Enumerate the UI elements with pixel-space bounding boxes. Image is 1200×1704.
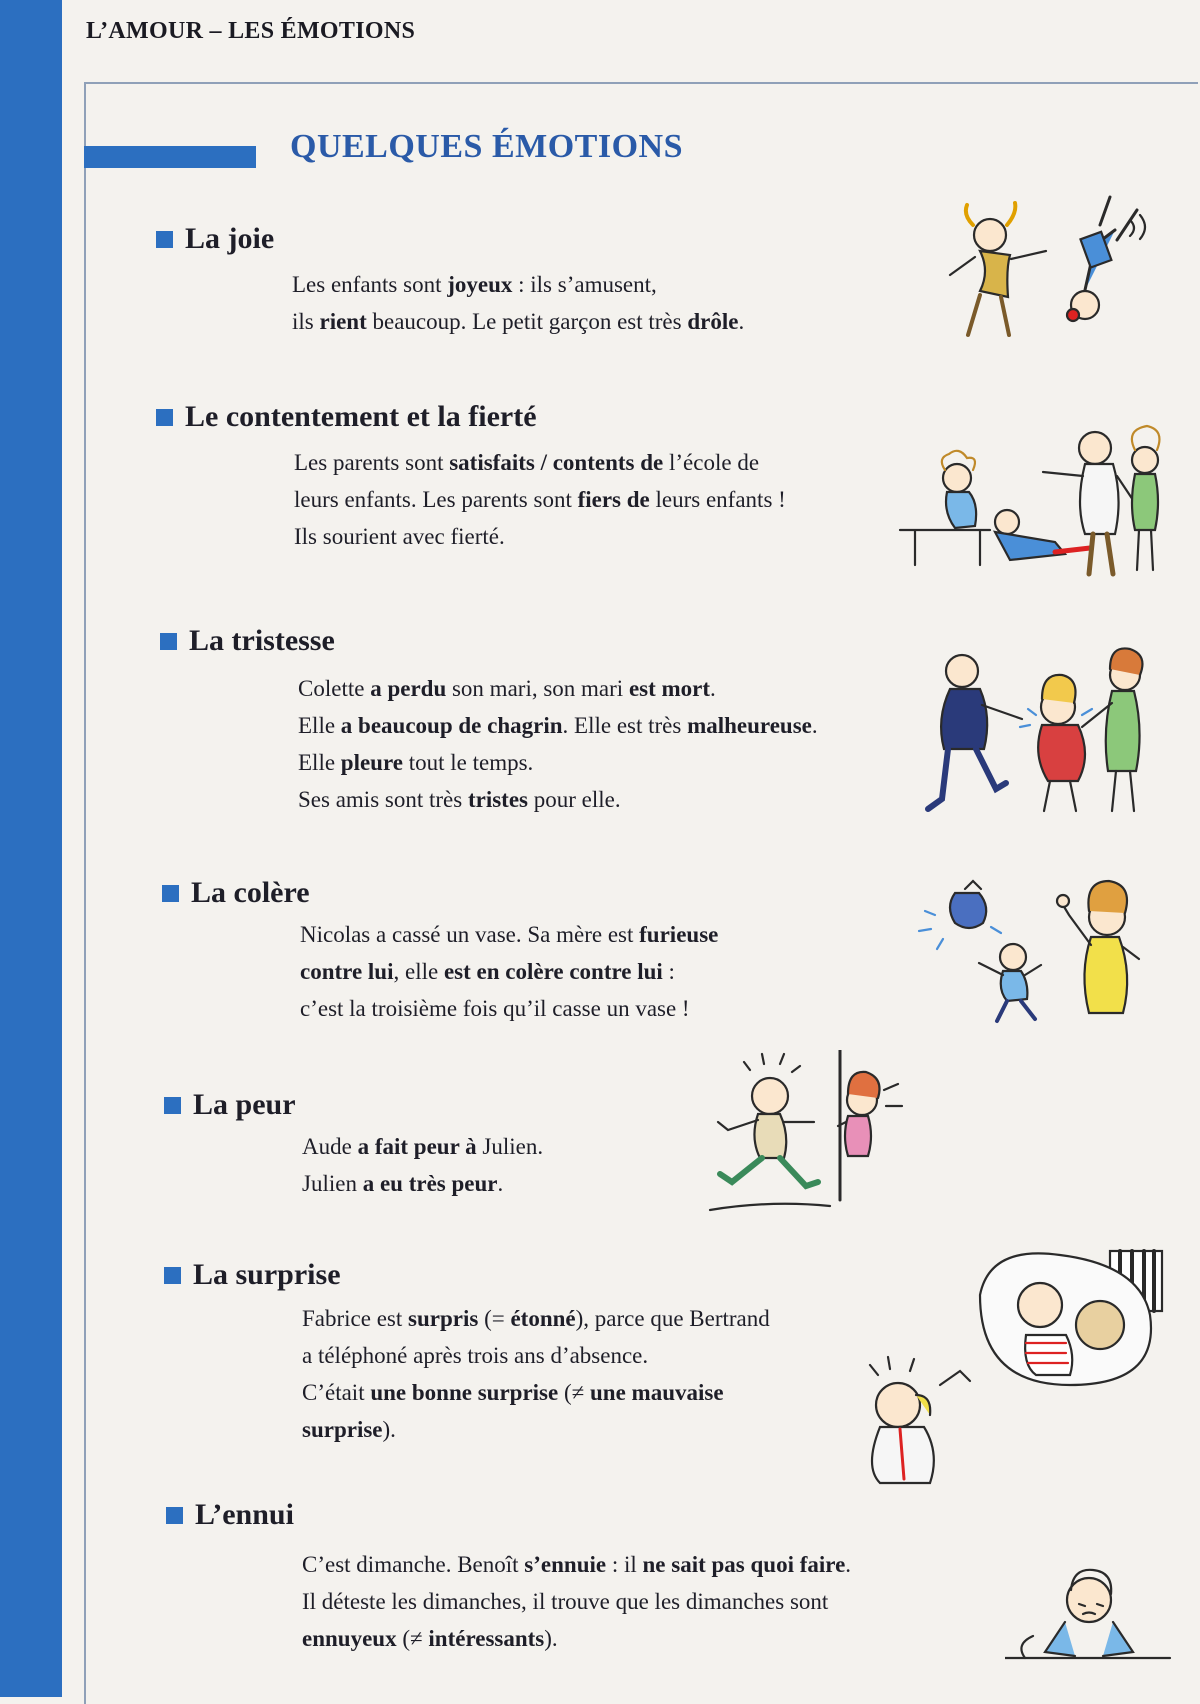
text-line xyxy=(294,444,786,481)
text-line xyxy=(302,1337,770,1374)
key-term: furieuse xyxy=(639,922,719,947)
key-term: est mort xyxy=(628,676,711,701)
key-term: est en colère contre lui xyxy=(443,959,663,984)
text-segment: (= xyxy=(478,1306,511,1331)
bullet-square-icon xyxy=(166,1507,183,1524)
bullet-square-icon xyxy=(162,885,179,902)
text-segment: : xyxy=(662,959,675,984)
page-header: L’AMOUR – LES ÉMOTIONS xyxy=(86,18,416,44)
section-title: La tristesse xyxy=(189,624,335,657)
bullet-square-icon xyxy=(156,231,173,248)
text-segment: leurs enfants. Les parents sont xyxy=(294,487,578,512)
text-line xyxy=(298,707,818,744)
text-segment: leurs enfants ! xyxy=(649,487,786,512)
text-segment: (≠ xyxy=(396,1626,429,1651)
key-term: ennuyeux xyxy=(302,1626,397,1651)
text-line xyxy=(302,1128,543,1165)
section-title: L’ennui xyxy=(195,1498,294,1531)
section-text xyxy=(302,1300,770,1448)
text-segment: ). xyxy=(544,1626,558,1651)
section-heading xyxy=(160,624,335,658)
text-segment: , elle xyxy=(393,959,444,984)
bullet-square-icon xyxy=(160,633,177,650)
text-line xyxy=(292,266,744,303)
text-segment: Il déteste les dimanches, il trouve que les dimanches sont xyxy=(302,1589,829,1614)
key-term: pleure xyxy=(340,750,403,775)
text-segment: ). xyxy=(382,1417,396,1442)
text-segment: Nicolas a cassé un vase. Sa mère est xyxy=(300,922,640,947)
text-segment: Julien xyxy=(302,1171,363,1196)
text-line xyxy=(298,781,818,818)
page-title: QUELQUES ÉMOTIONS xyxy=(290,128,683,165)
bullet-square-icon xyxy=(164,1097,181,1114)
text-segment: ils xyxy=(292,309,320,334)
key-term: surprise xyxy=(302,1417,383,1442)
text-line xyxy=(300,990,718,1027)
text-segment: Aude xyxy=(302,1134,358,1159)
text-line xyxy=(300,953,718,990)
key-term: a beaucoup de chagrin xyxy=(340,713,563,738)
text-segment: C’est dimanche. Benoît xyxy=(302,1552,525,1577)
text-segment: : ils s’amusent, xyxy=(512,272,657,297)
text-line xyxy=(294,481,786,518)
text-line xyxy=(302,1583,851,1620)
text-segment: Julien. xyxy=(476,1134,544,1159)
text-line xyxy=(298,744,818,781)
section-heading xyxy=(162,876,310,910)
text-line xyxy=(302,1620,851,1657)
text-segment: (≠ xyxy=(558,1380,591,1405)
bullet-square-icon xyxy=(156,409,173,426)
text-segment: . Elle est très xyxy=(562,713,688,738)
key-term: a eu très peur xyxy=(362,1171,498,1196)
text-segment: pour elle. xyxy=(527,787,621,812)
text-segment: Ils sourient avec fierté. xyxy=(294,524,505,549)
bullet-square-icon xyxy=(164,1267,181,1284)
text-segment: : il xyxy=(606,1552,643,1577)
text-segment: . xyxy=(497,1171,504,1196)
text-segment: a téléphoné après trois ans d’absence. xyxy=(302,1343,649,1368)
left-color-band xyxy=(0,0,62,1697)
section-title: La surprise xyxy=(193,1258,341,1291)
key-term: s’ennuie xyxy=(524,1552,607,1577)
text-segment: Colette xyxy=(298,676,371,701)
section-heading xyxy=(164,1258,341,1292)
key-term: malheureuse xyxy=(687,713,812,738)
section-heading xyxy=(166,1498,294,1532)
section-text xyxy=(302,1128,543,1202)
section-heading xyxy=(164,1088,296,1122)
bored-man-icon xyxy=(1005,1560,1175,1670)
text-segment: son mari, son mari xyxy=(446,676,629,701)
key-term: tristes xyxy=(467,787,528,812)
text-line xyxy=(302,1374,770,1411)
text-segment: Elle xyxy=(298,713,341,738)
text-segment: . xyxy=(710,676,716,701)
key-term: rient xyxy=(319,309,367,334)
text-line xyxy=(302,1546,851,1583)
text-segment: Ses amis sont très xyxy=(298,787,468,812)
text-segment: Fabrice est xyxy=(302,1306,409,1331)
key-term: ne sait pas quoi faire xyxy=(642,1552,846,1577)
key-term: satisfaits / contents de xyxy=(449,450,664,475)
section-title: Le contentement et la fierté xyxy=(185,400,537,433)
key-term: intéressants xyxy=(428,1626,545,1651)
section-title: La joie xyxy=(185,222,275,255)
section-text xyxy=(298,670,818,818)
text-line xyxy=(294,518,786,555)
text-line xyxy=(302,1300,770,1337)
phone-surprise-icon xyxy=(830,1245,1170,1485)
text-line xyxy=(298,670,818,707)
section-text xyxy=(300,916,718,1027)
crying-widow-icon xyxy=(910,645,1175,820)
text-segment: ), parce que Bertrand xyxy=(575,1306,770,1331)
happy-children-icon xyxy=(935,195,1155,345)
key-term: a fait peur à xyxy=(357,1134,477,1159)
text-segment: l’école de xyxy=(663,450,760,475)
text-segment: Elle xyxy=(298,750,341,775)
section-text xyxy=(292,266,744,340)
text-line xyxy=(302,1165,543,1202)
text-segment: Les parents sont xyxy=(294,450,450,475)
section-heading xyxy=(156,400,537,434)
title-accent-bar xyxy=(84,146,256,168)
text-line xyxy=(300,916,718,953)
text-segment: . xyxy=(811,713,818,738)
key-term: drôle xyxy=(687,309,739,334)
key-term: joyeux xyxy=(447,272,513,297)
key-term: une bonne surprise xyxy=(370,1380,559,1405)
text-segment: C’était xyxy=(302,1380,371,1405)
text-segment: c’est la troisième fois qu’il casse un vase ! xyxy=(300,996,690,1021)
key-term: surpris xyxy=(408,1306,479,1331)
text-line xyxy=(302,1411,770,1448)
text-segment: Les enfants sont xyxy=(292,272,448,297)
section-title: La colère xyxy=(191,876,310,909)
section-text xyxy=(302,1546,851,1657)
key-term: a perdu xyxy=(370,676,447,701)
section-heading xyxy=(156,222,274,256)
text-segment: . xyxy=(738,309,745,334)
section-text xyxy=(294,444,786,555)
broken-vase-icon xyxy=(895,875,1160,1025)
text-segment: tout le temps. xyxy=(402,750,534,775)
text-segment: beaucoup. Le petit garçon est très xyxy=(366,309,688,334)
section-title: La peur xyxy=(193,1088,296,1121)
key-term: contre lui xyxy=(300,959,394,984)
key-term: étonné xyxy=(510,1306,576,1331)
proud-parents-icon xyxy=(895,420,1175,580)
scared-boy-icon xyxy=(700,1050,945,1230)
key-term: fiers de xyxy=(577,487,650,512)
key-term: une mauvaise xyxy=(590,1380,724,1405)
text-line xyxy=(292,303,744,340)
text-segment: . xyxy=(845,1552,852,1577)
